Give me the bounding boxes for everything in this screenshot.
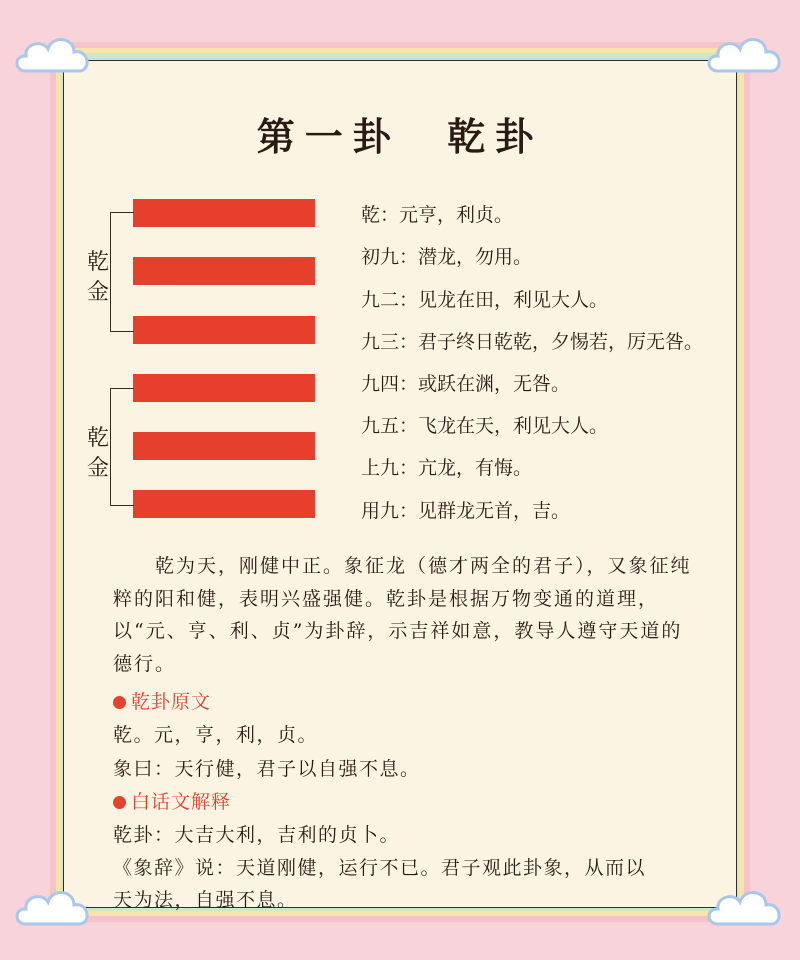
hexagram-line-5 — [133, 257, 315, 285]
hexagram-line-6 — [133, 199, 315, 227]
hexagram-line-2 — [133, 432, 315, 460]
cloud-icon — [12, 878, 96, 938]
line-text-yong-jiu: 用九：见群龙无首，吉。 — [361, 500, 571, 522]
cloud-icon — [704, 878, 788, 938]
intro-paragraph: 乾为天，刚健中正。象征龙（德才两全的君子），又象征纯粹的阳和健，表明兴盛强健。乾卦是根据万物变通的道理，以“元、亨、利、贞”为卦辞，示吉祥如意，教导人遵守天道的德行。 — [113, 555, 692, 675]
line-text-jiu-san: 九三：君子终日乾乾，夕惕若，厉无咎。 — [361, 331, 704, 353]
line-text-jiu-wu: 九五：飞龙在天，利见大人。 — [361, 415, 609, 437]
bullet-dot-icon — [113, 696, 126, 709]
original-text-line-2: 象曰：天行健，君子以自强不息。 — [113, 758, 421, 780]
translation-line-3: 天为法，自强不息。 — [113, 889, 298, 911]
line-text-shang-jiu: 上九：亢龙，有悔。 — [361, 457, 533, 479]
section-heading-translation-label: 白话文解释 — [131, 791, 232, 813]
bullet-dot-icon — [113, 796, 126, 809]
section-heading-original-label: 乾卦原文 — [131, 691, 212, 713]
translation-line-1: 乾卦：大吉大利，吉利的贞卜。 — [113, 824, 401, 846]
line-text-chu-jiu: 初九：潜龙，勿用。 — [361, 246, 533, 268]
hexagram-line-1 — [133, 490, 315, 518]
section-heading-original — [113, 687, 211, 714]
line-text-judgment: 乾：元亨，利贞。 — [361, 204, 514, 226]
hexagram-line-3 — [133, 374, 315, 402]
line-text-jiu-er: 九二：见龙在田，利见大人。 — [361, 289, 609, 311]
upper-trigram-bracket — [110, 212, 134, 332]
translation-line-2: 《象辞》说：天道刚健，运行不已。君子观此卦象，从而以 — [113, 857, 647, 879]
lower-trigram-label: 乾 金 — [86, 426, 109, 481]
line-text-jiu-si: 九四：或跃在渊，无咎。 — [361, 373, 571, 395]
page-title: 第一卦 乾卦 — [256, 114, 544, 159]
hexagram-line-4 — [133, 316, 315, 344]
original-text-line-1: 乾。元，亨，利，贞。 — [113, 724, 319, 746]
cloud-icon — [12, 25, 96, 85]
cloud-icon — [704, 25, 788, 85]
upper-trigram-label: 乾 金 — [86, 250, 109, 305]
lower-trigram-bracket — [110, 388, 134, 506]
section-heading-translation — [113, 787, 231, 814]
